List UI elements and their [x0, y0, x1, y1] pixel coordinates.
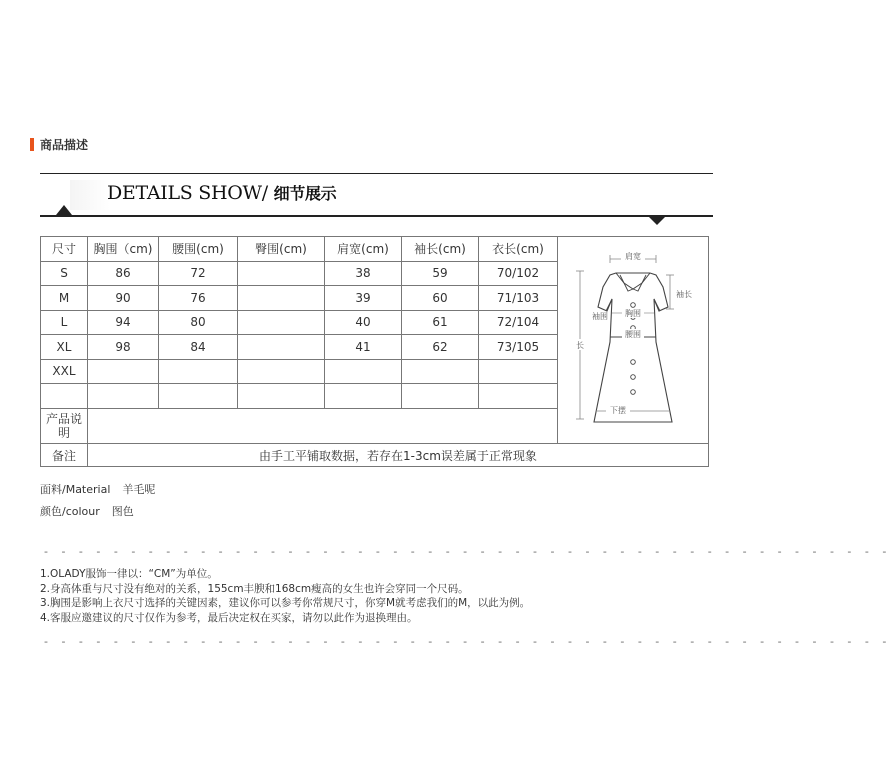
size-table	[40, 236, 709, 467]
banner-bottom-rule	[40, 215, 713, 217]
table-cell: XXL	[41, 359, 88, 384]
table-cell	[238, 310, 325, 335]
table-cell: 41	[325, 335, 402, 360]
tip-item: 3.胸围是影响上衣尺寸选择的关键因素，建议你可以参考你常规尺寸，你穿M就考虑我们的M，以此为例。	[40, 597, 531, 609]
remark-value: 由手工平铺取数据，若存在1-3cm误差属于正常现象	[88, 444, 709, 467]
table-cell: 73/105	[479, 335, 558, 360]
table-cell: 70/102	[479, 261, 558, 286]
table-cell: XL	[41, 335, 88, 360]
table-cell	[88, 384, 159, 409]
label-chest: 胸围	[625, 309, 641, 318]
table-cell	[325, 359, 402, 384]
table-cell: 98	[88, 335, 159, 360]
label-armhole: 袖围	[592, 312, 608, 321]
table-cell: 60	[402, 286, 479, 311]
table-header-cell: 袖长(cm)	[402, 237, 479, 262]
colour-line	[40, 503, 134, 519]
tip-item: 4.客服应邀建议的尺寸仅作为参考，最后决定权在买家，请勿以此作为退换理由。	[40, 611, 418, 624]
label-waist: 腰围	[625, 330, 641, 339]
table-cell	[41, 384, 88, 409]
table-cell: 71/103	[479, 286, 558, 311]
remark-label: 备注	[41, 444, 88, 467]
section-accent-bar	[30, 138, 34, 151]
table-cell: 61	[402, 310, 479, 335]
table-cell	[238, 359, 325, 384]
size-tips	[40, 567, 530, 625]
table-cell: 90	[88, 286, 159, 311]
table-cell: 39	[325, 286, 402, 311]
label-length: 长	[576, 341, 584, 350]
table-cell	[325, 384, 402, 409]
table-cell: L	[41, 310, 88, 335]
table-cell: 62	[402, 335, 479, 360]
table-header-cell: 腰围(cm)	[159, 237, 238, 262]
dress-measurement-diagram	[558, 237, 708, 443]
table-cell: 80	[159, 310, 238, 335]
banner-shade	[70, 180, 110, 210]
table-cell: 59	[402, 261, 479, 286]
table-cell	[88, 359, 159, 384]
table-cell: 94	[88, 310, 159, 335]
table-cell	[238, 261, 325, 286]
label-hem: 下摆	[610, 406, 626, 415]
colour-value: 图色	[111, 505, 134, 518]
table-cell	[479, 359, 558, 384]
table-header-cell: 臀围(cm)	[238, 237, 325, 262]
dashed-divider-top: - - - - - - - - - - - - - - - - - - - - - - - - - - - - - - - - - - - - - - - - - - - - - - - - -	[44, 545, 891, 558]
table-cell	[402, 384, 479, 409]
table-cell	[479, 384, 558, 409]
tip-item: 2.身高体重与尺寸没有绝对的关系，155cm丰腴和168cm瘦高的女生也许会穿同一个尺码。	[40, 582, 469, 595]
material-line	[40, 481, 155, 497]
table-cell: M	[41, 286, 88, 311]
description-value	[88, 408, 558, 443]
table-cell: 72	[159, 261, 238, 286]
table-cell: 76	[159, 286, 238, 311]
label-sleeve: 袖长	[676, 290, 692, 299]
table-header-row	[41, 237, 709, 262]
table-cell: 40	[325, 310, 402, 335]
banner-title	[107, 181, 336, 204]
banner-title-cn: 细节展示	[273, 184, 337, 203]
table-cell	[238, 384, 325, 409]
table-cell: 72/104	[479, 310, 558, 335]
table-cell	[238, 335, 325, 360]
banner-left-triangle-icon	[56, 205, 72, 215]
banner-top-rule	[40, 173, 713, 174]
material-label: 面料/Material	[40, 483, 111, 496]
colour-label: 颜色/colour	[40, 505, 100, 518]
table-header-cell: 肩宽(cm)	[325, 237, 402, 262]
table-cell	[159, 359, 238, 384]
table-cell	[238, 286, 325, 311]
table-header-cell: 胸围（cm)	[88, 237, 159, 262]
dashed-divider-bottom: - - - - - - - - - - - - - - - - - - - - - - - - - - - - - - - - - - - - - - - - - - - - - - - - -	[44, 635, 891, 648]
table-row-remark	[41, 444, 709, 467]
description-label: 产品说明	[41, 408, 88, 443]
table-cell: 84	[159, 335, 238, 360]
dress-diagram-cell	[558, 237, 709, 444]
table-header-cell: 尺寸	[41, 237, 88, 262]
table-cell	[402, 359, 479, 384]
banner-title-en: DETAILS SHOW/	[107, 182, 274, 204]
table-header-cell: 衣长(cm)	[479, 237, 558, 262]
table-cell: S	[41, 261, 88, 286]
table-cell: 38	[325, 261, 402, 286]
banner-right-triangle-icon	[648, 216, 666, 225]
tip-item: 1.OLADY服饰一律以：“CM”为单位。	[40, 568, 218, 580]
material-value: 羊毛呢	[122, 483, 156, 496]
section-title: 商品描述	[40, 138, 89, 152]
label-shoulder: 肩宽	[625, 252, 641, 261]
table-cell: 86	[88, 261, 159, 286]
table-cell	[159, 384, 238, 409]
